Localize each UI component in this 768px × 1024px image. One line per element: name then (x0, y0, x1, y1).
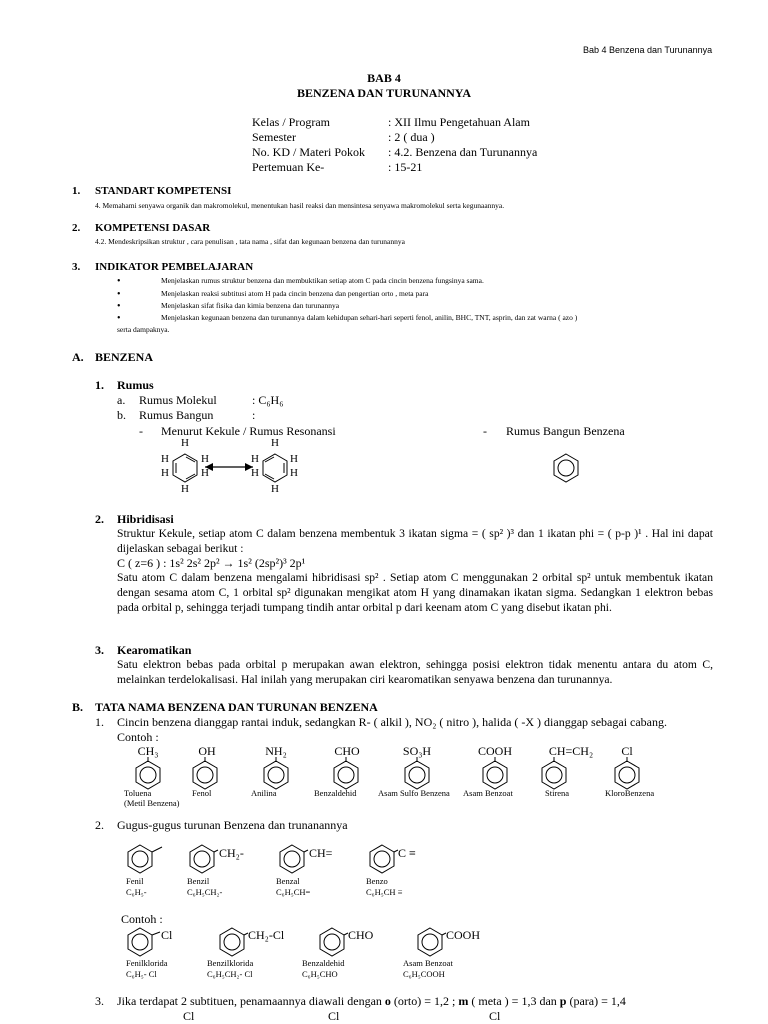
example-substituent: COOH (446, 928, 481, 942)
example-formula: C₆H₅CH₂- Cl (207, 969, 253, 979)
list-number: 1. (95, 715, 104, 729)
substituent-group: NH₂ (265, 744, 287, 758)
cl-label: Cl (489, 1009, 501, 1023)
hibridisasi-paragraph: Struktur Kekule, setiap atom C dalam benzena membentuk 3 ikatan sigma = ( sp² )³ dan 1 ikatan phi = ( p-p )¹ . Hal ini dapat dijelaskan sebagai berikut : (117, 527, 713, 555)
example-name: Asam Benzoat (403, 958, 453, 968)
example-substituent: Cl (161, 928, 173, 942)
info-value: : 4.2. Benzena dan Turunannya (388, 145, 538, 159)
gugus-name: Benzil (187, 876, 210, 886)
gugus-name: Benzo (366, 876, 388, 886)
benzene-ring-icon (550, 452, 582, 484)
gugus-formula: C₆H₅CH= (276, 887, 311, 897)
section-heading: BENZENA (95, 350, 154, 364)
orto-letter: o (384, 994, 391, 1008)
example-rings (120, 925, 500, 959)
indicator-tail: serta dampaknya. (117, 325, 170, 334)
benzene-ring-icon (405, 757, 429, 789)
compound-name: Toluena (124, 788, 152, 798)
benzene-ring-icon (334, 757, 358, 789)
h-atom: H (251, 467, 259, 479)
gugus-name: Benzal (276, 876, 300, 886)
example-formula: C₆H₅COOH (403, 969, 445, 979)
section-letter: A. (72, 350, 84, 364)
hibridisasi-paragraph: Satu atom C dalam benzena mengalami hibridisasi sp² . Setiap atom C menggunakan 2 orbital sp² untuk membentuk ikatan dengan sesama atom C, 1 orbital sp² digunakan mengikat atom H yang dinamakan ikatan sigma. Sedangkan 1 elektron bebas pada orbital p, sehingga terjadi tumpang tindih antar orbital p dari keenam atom C yang disebut ikatan phi. (117, 571, 713, 614)
substituent-group: CHO (334, 744, 360, 758)
subsection-heading: Rumus (117, 378, 154, 392)
list-number: 2. (95, 818, 104, 832)
example-name: Benzaldehid (302, 958, 345, 968)
benzene-ring-icon (193, 757, 217, 789)
contoh-label: Contoh : (117, 730, 159, 744)
h-atom: H (271, 437, 279, 449)
benzene-ring-icon (128, 845, 162, 873)
h-atom: H (290, 467, 298, 479)
h-atom: H (201, 467, 209, 479)
benzene-ring-left (173, 454, 197, 482)
dash: - (483, 424, 487, 438)
rumus-bangun-label: Rumus Bangun (139, 408, 214, 422)
benzene-ring-icon (136, 757, 160, 789)
substituent-group: Cl (621, 744, 633, 758)
section-text: 4.2. Mendeskripsikan struktur , cara penulisan , tata nama , sifat dan kegunaan benzena dan turunannya (95, 237, 405, 246)
benzene-ring-icon (542, 757, 566, 789)
benzene-ring-icon (190, 845, 218, 873)
compound-name: Anilina (251, 788, 277, 798)
compound-name-alt: (Metil Benzena) (124, 798, 180, 808)
h-atom: H (181, 437, 189, 449)
example-name: Benzilklorida (207, 958, 254, 968)
contoh-label: Contoh : (121, 912, 163, 926)
benzene-ring-icon (128, 928, 160, 956)
section-number: 3. (72, 261, 81, 273)
h-atom: H (181, 483, 189, 495)
info-label: Semester (252, 130, 296, 144)
gugus-heading: Gugus-gugus turunan Benzena dan trunanannya (117, 818, 348, 832)
subsection-number: 2. (95, 512, 104, 526)
section-heading: KOMPETENSI DASAR (95, 222, 211, 234)
section-heading: STANDART KOMPETENSI (95, 185, 232, 197)
compound-name: Fenol (192, 788, 212, 798)
rule-text: Jika terdapat 2 subtituen, penamaannya diawali dengan (117, 994, 385, 1008)
h-atom: H (161, 453, 169, 465)
example-substituent: CH₂-Cl (248, 928, 285, 942)
example-formula: C₆H₅CHO (302, 969, 338, 979)
gugus-formula: C₆H₅CH ≡ (366, 887, 403, 897)
compound-name: Asam Benzoat (463, 788, 513, 798)
h-atom: H (290, 453, 298, 465)
info-value: : 15-21 (388, 160, 423, 174)
benzene-ring-icon (615, 757, 639, 789)
gugus-substituent: C ≡ (398, 846, 416, 860)
list-number: 3. (95, 994, 104, 1008)
cl-label: Cl (183, 1009, 195, 1023)
gugus-substituent: CH₂- (219, 846, 244, 860)
subsection-heading: Kearomatikan (117, 643, 192, 657)
benzene-ring-icon (320, 928, 348, 956)
kearomatikan-paragraph: Satu elektron bebas pada orbital p merupakan awan elektron, sehingga posisi elektron tidak menentu antara du atom C, melainkan terdelokalisasi. Hal inilah yang merupakan ciri kearomatikan senyawa benzena dan turunannya. (117, 658, 713, 686)
chapter-title: BENZENA DAN TURUNANNYA (296, 86, 472, 100)
gugus-substituent: CH= (309, 846, 333, 860)
h-atom: H (271, 483, 279, 495)
running-header: Bab 4 Benzena dan Turunannya (583, 45, 713, 55)
para-letter: p (559, 994, 567, 1008)
gugus-formula: C₆H₅CH₂- (187, 887, 223, 897)
h-atom: H (251, 453, 259, 465)
benzene-ring-icon (220, 928, 248, 956)
benzene-ring-icon (370, 845, 398, 873)
tatanama-rule: Cincin benzena dianggap rantai induk, sedangkan R- ( alkil ), NO₂ ( nitro ), halida ( -X ) dianggap sebagai cabang. (117, 715, 668, 729)
info-label: Pertemuan Ke- (252, 160, 325, 174)
compound-name: Stirena (545, 788, 570, 798)
info-value: : 2 ( dua ) (388, 130, 435, 144)
gugus-name: Fenil (126, 876, 144, 886)
benzene-ring-icon (418, 928, 446, 956)
compound-rings (120, 756, 670, 790)
kekule-caption: Menurut Kekule / Rumus Resonansi (161, 424, 336, 438)
info-label: Kelas / Program (252, 115, 330, 129)
dash: - (139, 424, 143, 438)
example-formula: C₆H₅- Cl (126, 969, 157, 979)
rumus-molekul-label: Rumus Molekul (139, 393, 217, 407)
rumus-bangun-value: : (252, 408, 256, 422)
indicator-item: • Menjelaskan sifat fisika dan kimia benzena dan turunannya (161, 301, 339, 310)
substituent-group: CH=CH₂ (548, 744, 594, 758)
bangun-caption: Rumus Bangun Benzena (506, 424, 625, 438)
benzene-ring-icon (264, 757, 288, 789)
compound-name: Benzaldehid (314, 788, 357, 798)
disubstituted-rule (117, 994, 626, 1009)
electron-config: C ( z=6 ) : 1s² 2s² 2p² → 1s² (2sp²)³ 2p¹ (117, 556, 306, 570)
benzene-ring-right (263, 454, 287, 482)
info-label: No. KD / Materi Pokok (252, 145, 365, 159)
compound-name: Asam Sulfo Benzena (378, 788, 450, 798)
substituent-group: CH₃ (137, 744, 159, 758)
meta-letter: m (458, 994, 469, 1008)
h-atom: H (201, 453, 209, 465)
subsection-heading: Hibridisasi (117, 512, 174, 526)
list-label: b. (117, 408, 126, 422)
indicator-item: • Menjelaskan rumus struktur benzena dan membuktikan setiap atom C pada cincin benzena fungsinya sama. (161, 276, 484, 285)
example-substituent: CHO (348, 928, 374, 942)
chapter-number: BAB 4 (367, 71, 401, 85)
list-label: a. (117, 393, 126, 407)
info-value: : XII Ilmu Pengetahuan Alam (388, 115, 530, 129)
substituent-group: COOH (477, 744, 512, 758)
section-heading: INDIKATOR PEMBELAJARAN (95, 261, 254, 273)
indicator-item: • Menjelaskan kegunaan benzena dan turunannya dalam kehidupan sehari-hari seperti fenol, anilin, BHC, TNT, asprin, dan zat warna ( azo ) (161, 313, 577, 322)
rule-text: (orto) = 1,2 ; (390, 994, 459, 1008)
section-letter: B. (72, 700, 84, 714)
gugus-rings (120, 843, 420, 877)
subsection-number: 1. (95, 378, 104, 392)
section-text: 4. Memahami senyawa organik dan makromolekul, menentukan hasil reaksi dan mensintesa senyawa makromolekul serta kegunaannya. (95, 201, 505, 210)
indicator-item: • Menjelaskan reaksi subtitusi atom H pada cincin benzena dan pengertian orto , meta para (161, 289, 428, 298)
rumus-molekul-value: : C₆H₆ (252, 393, 284, 407)
section-heading: TATA NAMA BENZENA DAN TURUNAN BENZENA (95, 700, 378, 714)
subsection-number: 3. (95, 643, 104, 657)
substituent-group: SO₃H (402, 744, 432, 758)
rule-text: (para) = 1,4 (566, 994, 626, 1008)
cl-label: Cl (328, 1009, 340, 1023)
kekule-resonance-diagram (155, 436, 305, 496)
benzene-ring-icon (483, 757, 507, 789)
section-number: 2. (72, 222, 81, 234)
section-number: 1. (72, 185, 81, 197)
h-atom: H (161, 467, 169, 479)
benzene-ring-icon (280, 845, 308, 873)
gugus-formula: C₆H₅- (126, 887, 147, 897)
example-name: Fenilklorida (126, 958, 168, 968)
rule-text: ( meta ) = 1,3 dan (468, 994, 560, 1008)
substituent-group: OH (198, 744, 216, 758)
compound-name: KloroBenzena (605, 788, 655, 798)
